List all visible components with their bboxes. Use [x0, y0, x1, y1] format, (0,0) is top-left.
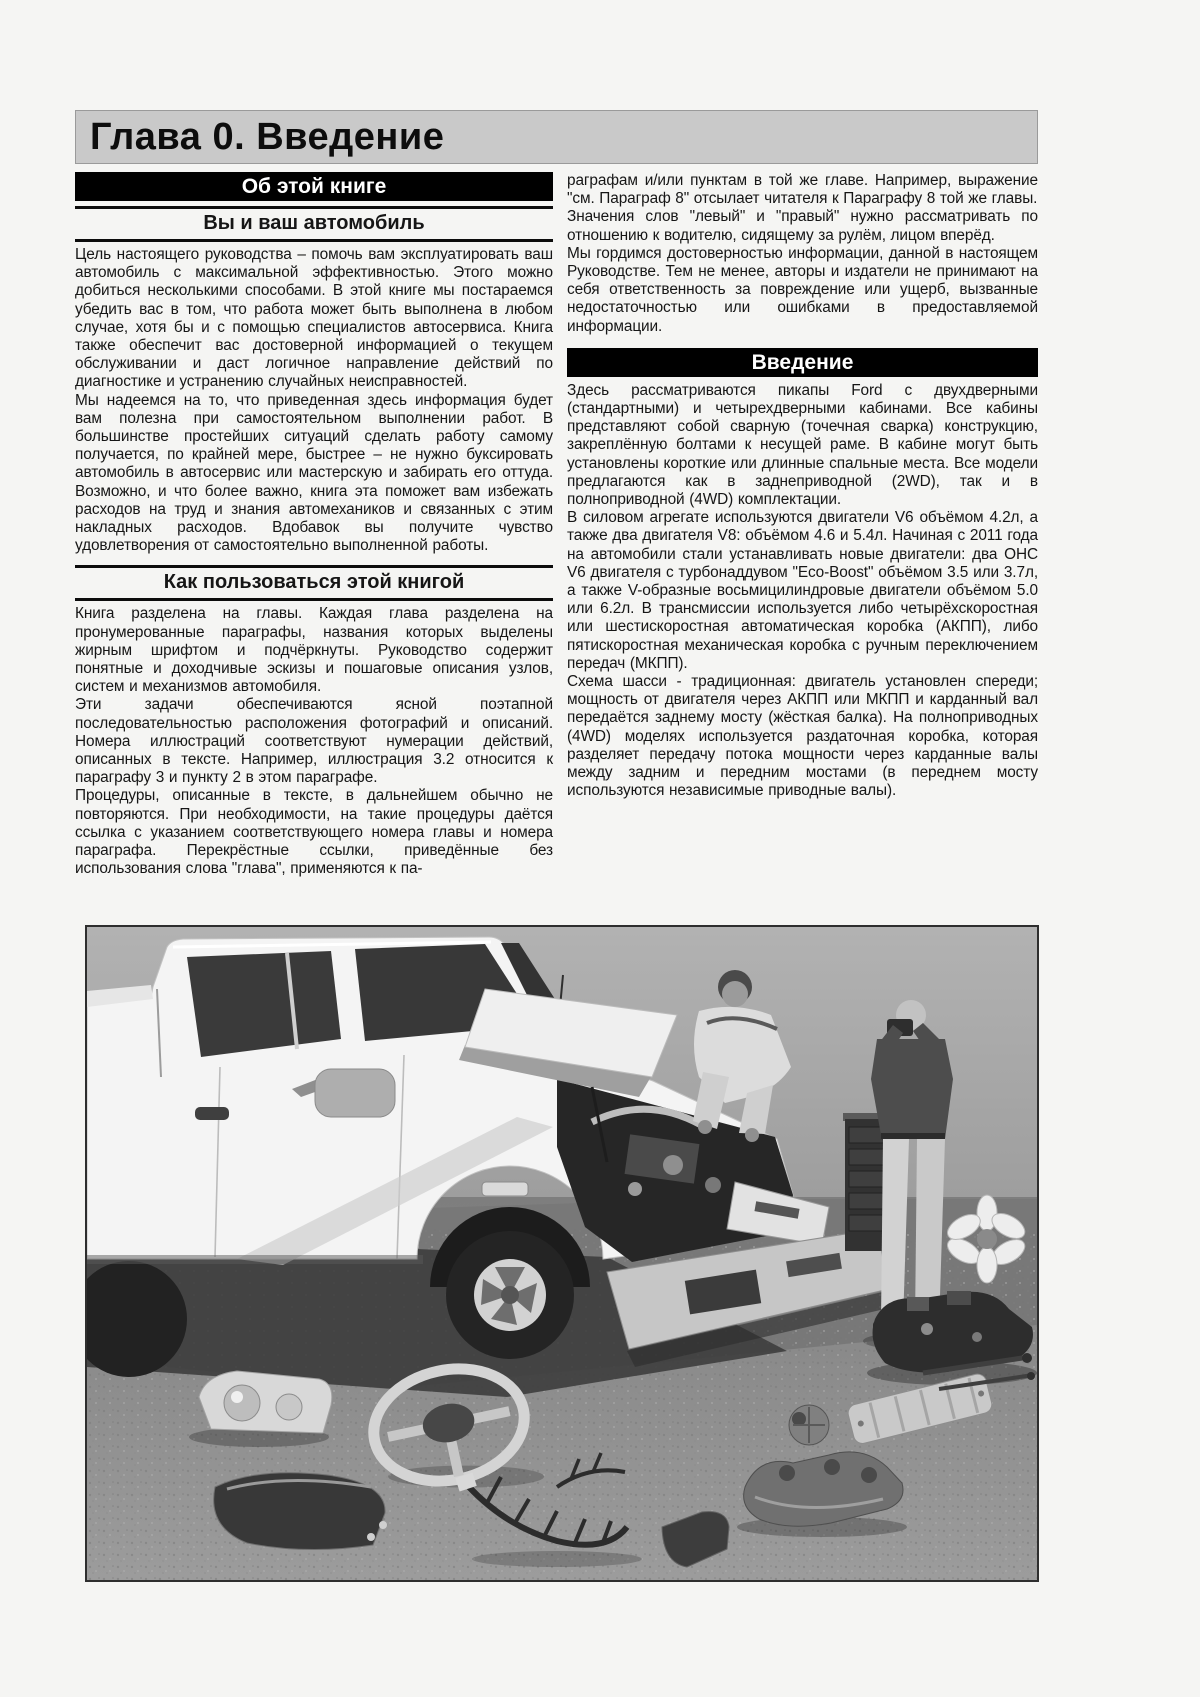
paragraph: Мы надеемся на то, что приведенная здесь информация будет вам полезна при самостоятельном выполнении работ. В большинстве простейших ситуаций сделать работу самому получается, по крайней мере, быстрее – не нужно буксировать автомобиль в автосервис или мастерскую и забирать его оттуда. Возможно, и что более важно, книга эта поможет вам избежать расходов на труд и знания автомехаников и связанных с этим накладных расходов. Вдобавок вы получите чувство удовлетворения от самостоятельно выполненной работы. [75, 391, 553, 555]
subsection-heading-how-to-use: Как пользоваться этой книгой [75, 565, 553, 601]
paragraph: раграфам и/или пунктам в той же главе. Например, выражение "см. Параграф 8" отсылает читателя к Параграфу 8 той же главы. [567, 172, 1038, 208]
mechanic-hand [698, 1120, 712, 1134]
right-column [567, 172, 1038, 879]
alternator [789, 1405, 829, 1445]
manifold-flange [861, 1467, 877, 1483]
paragraph: Значения слов "левый" и "правый" нужно рассматривать по отношению к водителю, сидящему за рулём, лицом вперёд. [567, 208, 1038, 244]
panel-glint [367, 1533, 375, 1541]
paragraph: Книга разделена на главы. Каждая глава разделена на пронумерованные параграфы, названия которых выделены жирным шрифтом и подчёркнуты. Руководство содержит понятные и доходчивые эскизы и пошаговые описания узлов, систем и механизмов автомобиля. [75, 605, 553, 696]
rear-side-window [187, 951, 341, 1057]
fan-blade [977, 1247, 997, 1283]
engine-glint [972, 1332, 982, 1342]
paragraph: В силовом агрегате используются двигатели V6 объёмом 4.2л, а также два двигателя V8: объёмом 4.6 и 5.4л. Начиная с 2011 года на автомобили стали устанавливать новые двигатели: два OHC V6 двигателя с турбонаддувом "Eco-Boost" объёмом 3.5 или 3.7л, а также V-образные восьмицилиндровые двигатели объёмом 5.0 или 6.2л. В трансмиссии используется либо четырёхскоростная или шестискоростная автоматическая коробка (АКПП), либо пятискоростная механическая коробка с ручным переключением передач (МКПП). [567, 509, 1038, 672]
manifold-flange [779, 1465, 795, 1481]
fender-badge [482, 1182, 528, 1196]
engine-highlight [705, 1177, 721, 1193]
engine-highlight [663, 1155, 683, 1175]
paragraph: Процедуры, описанные в тексте, в дальнейшем обычно не повторяются. При необходимости, на такие процедуры даётся ссылка с указанием соответствующего номера главы и номера параграфа. Перекрёстные ссылки, приведённые без использования слова "глава", применяются к па- [75, 787, 553, 878]
panel-glint [379, 1521, 387, 1529]
engine-detail [907, 1297, 929, 1311]
left-column [75, 172, 553, 879]
rocker-shadow [87, 1255, 423, 1264]
engine-detail [947, 1291, 971, 1305]
photo-illustration [87, 927, 1037, 1580]
mechanic-face [722, 981, 748, 1007]
shaft-end [1022, 1353, 1032, 1363]
headlight-housing [199, 1371, 332, 1433]
shaft-end [1027, 1372, 1035, 1380]
chapter-title-bar [75, 110, 1038, 164]
chapter-title: Глава 0. Введение [90, 115, 445, 158]
manifold-flange [824, 1459, 840, 1475]
part-shadow [472, 1551, 642, 1567]
cowl-panel [214, 1473, 387, 1550]
belt [881, 1133, 945, 1139]
engine-highlight [628, 1182, 642, 1196]
two-column-text [75, 172, 1038, 879]
fan-hub [977, 1229, 997, 1249]
door-handle [195, 1107, 229, 1120]
alternator-pulley [792, 1412, 806, 1426]
polo-shirt [871, 1039, 953, 1139]
paragraph: Мы гордимся достоверностью информации, данной в настоящем Руководстве. Тем не менее, авторы и издатели не принимают на себя ответственность за повреждение или ущерб, вызванные недостаточностью или ошибками в предоставляемой информации. [567, 244, 1038, 335]
paragraph: Цель настоящего руководства – помочь вам эксплуатировать ваш автомобиль с максимальной эффективностью. Этого можно добиться несколькими способами. В этой книге мы постараемся убедить вас в том, что работа может быть выполнена в любом случае, хотя бы и с помощью специалистов автосервиса. Книга также обеспечит вас достоверной информацией о текущем обслуживании и даст логичное направление действий по диагностике и устранению случайных неисправностей. [75, 246, 553, 391]
paragraph: Эти задачи обеспечиваются ясной поэтапной последовательностью расположения фотографий и описаний. Номера иллюстраций соответствуют нумерации действий, описанных в тексте. Например, иллюстрация 3.2 относится к параграфу 3 и пункту 2 в этом параграфе. [75, 696, 553, 787]
truck-teardown-photo [85, 925, 1039, 1582]
hub [501, 1286, 519, 1304]
section-banner-introduction: Введение [567, 348, 1038, 377]
engine-glint [921, 1323, 933, 1335]
paragraph: Здесь рассматриваются пикапы Ford с двухдверными (стандартными) и четырехдверными кабинами. Все кабины представляют собой сварную (точечная сварка) конструкцию, закреплённую болтами к несущей раме. В кабине могут быть установлены короткие или длинные спальные места. Все модели предлагаются как в заднеприводной (2WD), так и в полноприводной (4WD) комплектации. [567, 381, 1038, 509]
subsection-heading-you-and-car: Вы и ваш автомобиль [75, 206, 553, 242]
headlight-lens [224, 1385, 260, 1421]
front-wheel [446, 1231, 574, 1359]
lens-highlight [231, 1391, 243, 1403]
mechanic-hand [745, 1128, 759, 1142]
paragraph: Схема шасси - традиционная: двигатель установлен спереди; мощность от двигателя через АКПП или МКПП и карданный вал передаётся заднему мосту (жёсткая балка). На полноприводных (4WD) моделях используется раздаточная коробка, которая разделяет передачу потока мощности через карданные валы между задним и передним мостами (в переднем мосту используются независимые приводные валы). [567, 673, 1038, 800]
headlight-lens [276, 1394, 302, 1420]
section-banner-about-book: Об этой книге [75, 172, 553, 201]
side-mirror [315, 1069, 395, 1117]
headlight-assembly [189, 1371, 332, 1447]
